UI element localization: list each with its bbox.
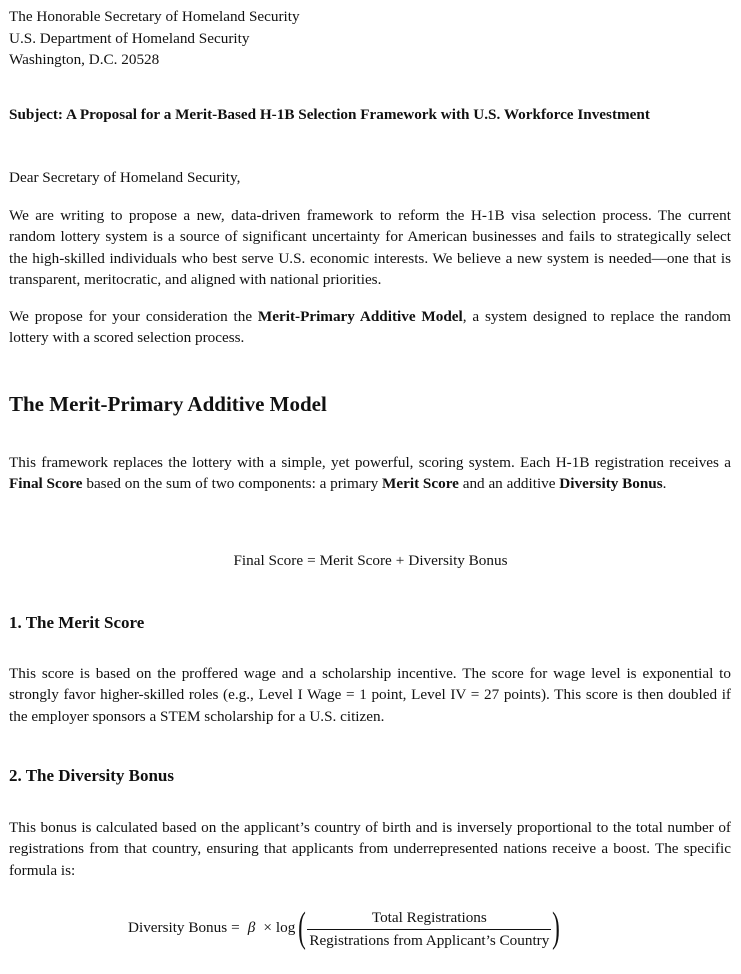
- intro-paragraph-1: We are writing to propose a new, data-driven framework to reform the H-1B visa selection process. The current random lottery system is a source of significant uncertainty for American businesses and fails to strategically select the high-skilled individuals who best serve U.S. economic interests. We believe a new system is needed—one that is transparent, meritocratic, and aligned with national priorities.: [9, 207, 731, 289]
- final-score-equation: [0, 552, 741, 570]
- eq2-numerator: Total Registrations: [371, 909, 487, 926]
- merit-score-paragraph: This score is based on the proffered wage and a scholarship incentive. The score for wage level is exponential to strongly favor higher-skilled roles (e.g., Level I Wage = 1 point, Level IV = 27 points). This score is then doubled if the employer sponsors a STEM scholarship for a U.S. citizen.: [9, 665, 731, 725]
- merit-score-bold: Merit Score: [382, 475, 459, 493]
- diversity-bonus-heading: 2. The Diversity Bonus: [9, 766, 174, 785]
- address-line-3: Washington, D.C. 20528: [9, 51, 160, 68]
- merit-score-heading: 1. The Merit Score: [9, 613, 145, 632]
- section-title: The Merit-Primary Additive Model: [9, 392, 327, 416]
- eq2-equals: =: [231, 918, 240, 936]
- p2-text-a: We propose for your consideration the: [9, 308, 258, 325]
- eq2-denominator: Registrations from Applicant’s Country: [309, 932, 550, 949]
- subject-line: Subject: A Proposal for a Merit-Based H-1B Selection Framework with U.S. Workforce Investment: [9, 106, 650, 123]
- eq1-term2: Diversity Bonus: [408, 552, 508, 569]
- p2-text-b: , a system designed to replace the random lottery with a scored selection process.: [9, 308, 731, 347]
- eq1-equals: =: [307, 552, 316, 569]
- address-line-1: The Honorable Secretary of Homeland Security: [9, 8, 300, 25]
- salutation: Dear Secretary of Homeland Security,: [9, 169, 241, 186]
- diversity-bonus-bold: Diversity Bonus: [559, 475, 663, 493]
- eq2-times: ×: [263, 918, 272, 936]
- address-line-2: U.S. Department of Homeland Security: [9, 29, 250, 47]
- eq2-beta: β: [247, 918, 256, 936]
- model-name-bold: Merit-Primary Additive Model: [257, 308, 463, 325]
- section-text-2: based on the sum of two components: a primary: [82, 475, 383, 493]
- eq1-term1: Merit Score: [319, 552, 392, 569]
- diversity-bonus-paragraph: This bonus is calculated based on the applicant’s country of birth and is inversely proportional to the total number of registrations from that country, ensuring that applicants from underrepresented nations receive a boost. The specific formula is:: [9, 819, 731, 879]
- final-score-bold: Final Score: [9, 475, 83, 493]
- intro-paragraph-2: [9, 306, 731, 349]
- eq2-log: log: [275, 918, 296, 936]
- left-paren-icon: (: [298, 904, 307, 951]
- eq1-plus: +: [395, 552, 405, 569]
- eq1-lhs: Final Score: [233, 552, 304, 569]
- section-text-1: This framework replaces the lottery with a simple, yet powerful, scoring system. Each H-1B registration receives a: [9, 454, 731, 471]
- eq2-fraction: [307, 905, 551, 950]
- eq2-lhs: Diversity Bonus: [128, 918, 228, 936]
- section-text-4: .: [662, 475, 667, 493]
- section-paragraph: [9, 452, 731, 495]
- recipient-address: [9, 6, 300, 71]
- section-text-3: and an additive: [458, 475, 560, 493]
- diversity-bonus-equation: [128, 905, 563, 950]
- right-paren-icon: ): [552, 904, 561, 951]
